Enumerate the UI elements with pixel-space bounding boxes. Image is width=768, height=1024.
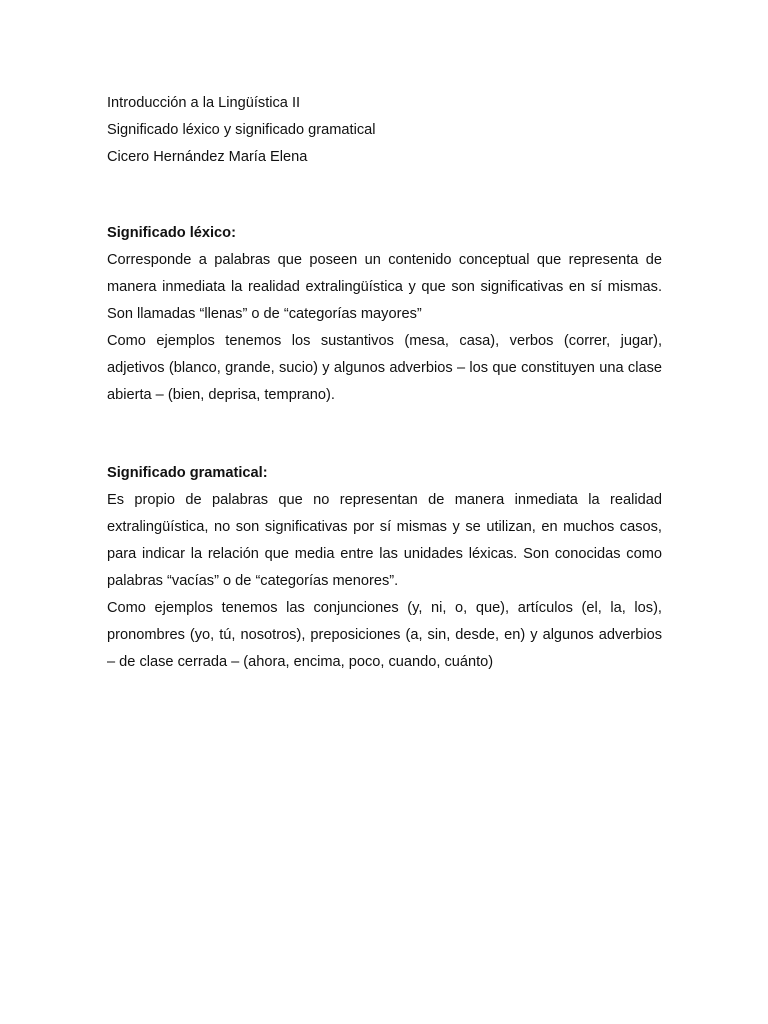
section-paragraph: Como ejemplos tenemos las conjunciones (y, ni, o, que), artículos (el, la, los), pronombres (yo, tú, nosotros), preposiciones (a, sin, desde, en) y algunos adverbios – de clase cerrada – (ahora, encima, poco, cuando, cuánto)	[107, 600, 662, 670]
document-header	[107, 90, 667, 171]
section-paragraph: Como ejemplos tenemos los sustantivos (mesa, casa), verbos (correr, jugar), adjetivos (blanco, grande, sucio) y algunos adverbios – los que constituyen una clase abierta – (bien, deprisa, temprano).	[107, 333, 662, 403]
section-paragraph: Corresponde a palabras que poseen un contenido conceptual que representa de manera inmediata la realidad extralingüística y que son significativas en sí mismas. Son llamadas “llenas” o de “categorías mayores”	[107, 252, 662, 322]
author-name: Cicero Hernández María Elena	[107, 149, 308, 165]
section-significado-gramatical	[107, 460, 662, 676]
section-paragraph: Es propio de palabras que no representan de manera inmediata la realidad extralingüística, no son significativas por sí mismas y se utilizan, en muchos casos, para indicar la relación que media entre las unidades léxicas. Son conocidas como palabras “vacías” o de “categorías menores”.	[107, 492, 662, 589]
document-topic: Significado léxico y significado gramatical	[107, 122, 376, 138]
section-significado-lexico	[107, 220, 662, 409]
section-heading: Significado léxico:	[107, 225, 236, 241]
section-heading: Significado gramatical:	[107, 465, 268, 481]
course-title: Introducción a la Lingüística II	[107, 95, 301, 111]
